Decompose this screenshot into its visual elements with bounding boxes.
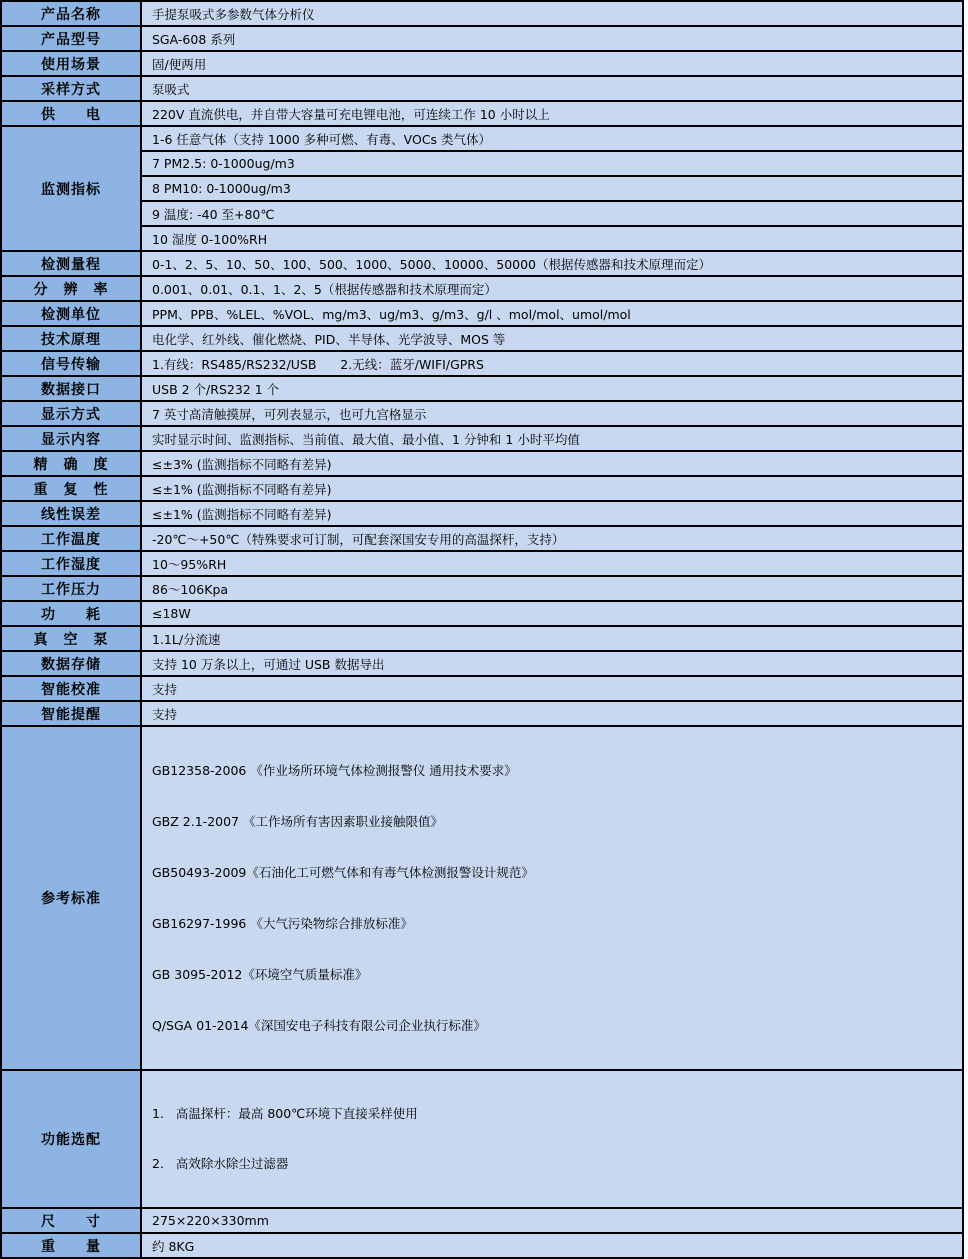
- row-label-reference-standards: 参考标准: [1, 726, 141, 1070]
- table-row: [1, 426, 963, 451]
- row-value-power-supply: 220V 直流供电，并自带大容量可充电锂电池，可连续工作 10 小时以上: [141, 101, 963, 126]
- monitoring-indicator-item: 9 温度: -40 至+80℃: [141, 201, 963, 226]
- row-label-working-humidity: 工作湿度: [1, 551, 141, 576]
- table-row: [1, 526, 963, 551]
- row-value-usage-scene: 固/便两用: [141, 51, 963, 76]
- row-value-working-humidity: 10～95%RH: [141, 551, 963, 576]
- table-row: [1, 226, 963, 251]
- row-value-model: SGA-608 系列: [141, 26, 963, 51]
- row-value-working-pressure: 86～106Kpa: [141, 576, 963, 601]
- row-label-monitoring-indicators: 监测指标: [1, 126, 141, 251]
- table-row: [1, 701, 963, 726]
- row-label-power-consumption: 功 耗: [1, 601, 141, 626]
- table-row: [1, 1208, 963, 1233]
- monitoring-indicator-item: 10 湿度 0-100%RH: [141, 226, 963, 251]
- row-label-weight: 重 量: [1, 1233, 141, 1258]
- standard-line: GBZ 2.1-2007 《工作场所有害因素职业接触限值》: [152, 814, 443, 829]
- row-label-usage-scene: 使用场景: [1, 51, 141, 76]
- row-value-data-storage: 支持 10 万条以上，可通过 USB 数据导出: [141, 651, 963, 676]
- standard-line: GB16297-1996 《大气污染物综合排放标准》: [152, 916, 413, 931]
- table-row: [1, 176, 963, 201]
- row-value-working-temperature: -20℃～+50℃（特殊要求可订制，可配套深国安专用的高温探杆，支持）: [141, 526, 963, 551]
- table-row: [1, 1070, 963, 1208]
- row-label-accuracy: 精 确 度: [1, 451, 141, 476]
- row-value-optional-features: [141, 1070, 963, 1208]
- table-row: [1, 501, 963, 526]
- table-row: [1, 251, 963, 276]
- table-row: [1, 376, 963, 401]
- row-label-linearity-error: 线性误差: [1, 501, 141, 526]
- row-label-power-supply: 供 电: [1, 101, 141, 126]
- row-value-dimensions: 275×220×330mm: [141, 1208, 963, 1233]
- row-value-detection-range: 0-1、2、5、10、50、100、500、1000、5000、10000、50000（根据传感器和技术原理而定）: [141, 251, 963, 276]
- table-row: [1, 476, 963, 501]
- row-label-resolution: 分 辨 率: [1, 276, 141, 301]
- row-label-signal-transmission: 信号传输: [1, 351, 141, 376]
- row-label-optional-features: 功能选配: [1, 1070, 141, 1208]
- row-label-data-storage: 数据存储: [1, 651, 141, 676]
- monitoring-indicator-item: 1-6 任意气体（支持 1000 多种可燃、有毒、VOCs 类气体）: [141, 126, 963, 151]
- row-label-smart-calibration: 智能校准: [1, 676, 141, 701]
- row-label-vacuum-pump: 真 空 泵: [1, 626, 141, 651]
- row-value-display-mode: 7 英寸高清触摸屏，可列表显示，也可九宫格显示: [141, 401, 963, 426]
- row-label-display-mode: 显示方式: [1, 401, 141, 426]
- row-value-technical-principle: 电化学、红外线、催化燃烧、PID、半导体、光学波导、MOS 等: [141, 326, 963, 351]
- row-value-reference-standards: [141, 726, 963, 1070]
- row-value-repeatability: ≤±1% (监测指标不同略有差异): [141, 476, 963, 501]
- table-row: [1, 126, 963, 151]
- table-row: [1, 26, 963, 51]
- row-value-smart-reminder: 支持: [141, 701, 963, 726]
- row-value-detection-unit: PPM、PPB、%LEL、%VOL、mg/m3、ug/m3、g/m3、g/l 、mol/mol、umol/mol: [141, 301, 963, 326]
- table-row: [1, 401, 963, 426]
- row-value-resolution: 0.001、0.01、0.1、1、2、5（根据传感器和技术原理而定）: [141, 276, 963, 301]
- row-label-product-name: 产品名称: [1, 1, 141, 26]
- table-row: [1, 726, 963, 1070]
- table-row: [1, 676, 963, 701]
- row-value-signal-transmission: 1.有线：RS485/RS232/USB 2.无线：蓝牙/WIFI/GPRS: [141, 351, 963, 376]
- row-label-smart-reminder: 智能提醒: [1, 701, 141, 726]
- row-label-repeatability: 重 复 性: [1, 476, 141, 501]
- standard-line: Q/SGA 01-2014《深国安电子科技有限公司企业执行标准》: [152, 1018, 486, 1033]
- table-row: [1, 651, 963, 676]
- monitoring-indicator-item: 8 PM10: 0-1000ug/m3: [141, 176, 963, 201]
- row-value-sampling-method: 泵吸式: [141, 76, 963, 101]
- monitoring-indicator-item: 7 PM2.5: 0-1000ug/m3: [141, 151, 963, 176]
- table-row: [1, 326, 963, 351]
- table-row: [1, 351, 963, 376]
- row-label-technical-principle: 技术原理: [1, 326, 141, 351]
- standard-line: GB 3095-2012《环境空气质量标准》: [152, 967, 368, 982]
- table-row: [1, 151, 963, 176]
- row-label-dimensions: 尺 寸: [1, 1208, 141, 1233]
- row-label-display-content: 显示内容: [1, 426, 141, 451]
- table-row: [1, 626, 963, 651]
- table-row: [1, 76, 963, 101]
- table-row: [1, 51, 963, 76]
- standard-line: GB50493-2009《石油化工可燃气体和有毒气体检测报警设计规范》: [152, 865, 534, 880]
- row-value-weight: 约 8KG: [141, 1233, 963, 1258]
- row-label-detection-unit: 检测单位: [1, 301, 141, 326]
- row-value-power-consumption: ≤18W: [141, 601, 963, 626]
- table-row: [1, 451, 963, 476]
- table-row: [1, 601, 963, 626]
- row-value-display-content: 实时显示时间、监测指标、当前值、最大值、最小值、1 分钟和 1 小时平均值: [141, 426, 963, 451]
- row-value-linearity-error: ≤±1% (监测指标不同略有差异): [141, 501, 963, 526]
- table-row: [1, 1233, 963, 1258]
- row-value-data-interface: USB 2 个/RS232 1 个: [141, 376, 963, 401]
- row-label-working-temperature: 工作温度: [1, 526, 141, 551]
- row-value-smart-calibration: 支持: [141, 676, 963, 701]
- table-row: [1, 201, 963, 226]
- row-label-working-pressure: 工作压力: [1, 576, 141, 601]
- row-label-detection-range: 检测量程: [1, 251, 141, 276]
- standard-line: GB12358-2006 《作业场所环境气体检测报警仪 通用技术要求》: [152, 763, 517, 778]
- row-label-sampling-method: 采样方式: [1, 76, 141, 101]
- row-label-model: 产品型号: [1, 26, 141, 51]
- table-row: [1, 276, 963, 301]
- row-value-vacuum-pump: 1.1L/分流速: [141, 626, 963, 651]
- row-value-accuracy: ≤±3% (监测指标不同略有差异): [141, 451, 963, 476]
- table-row: [1, 101, 963, 126]
- optional-feature-line: 2. 高效除水除尘过滤器: [152, 1156, 289, 1171]
- table-row: [1, 551, 963, 576]
- row-label-data-interface: 数据接口: [1, 376, 141, 401]
- table-row: [1, 301, 963, 326]
- optional-feature-line: 1. 高温探杆：最高 800℃环境下直接采样使用: [152, 1106, 418, 1121]
- table-row: [1, 1, 963, 26]
- table-row: [1, 576, 963, 601]
- row-value-product-name: 手提泵吸式多参数气体分析仪: [141, 1, 963, 26]
